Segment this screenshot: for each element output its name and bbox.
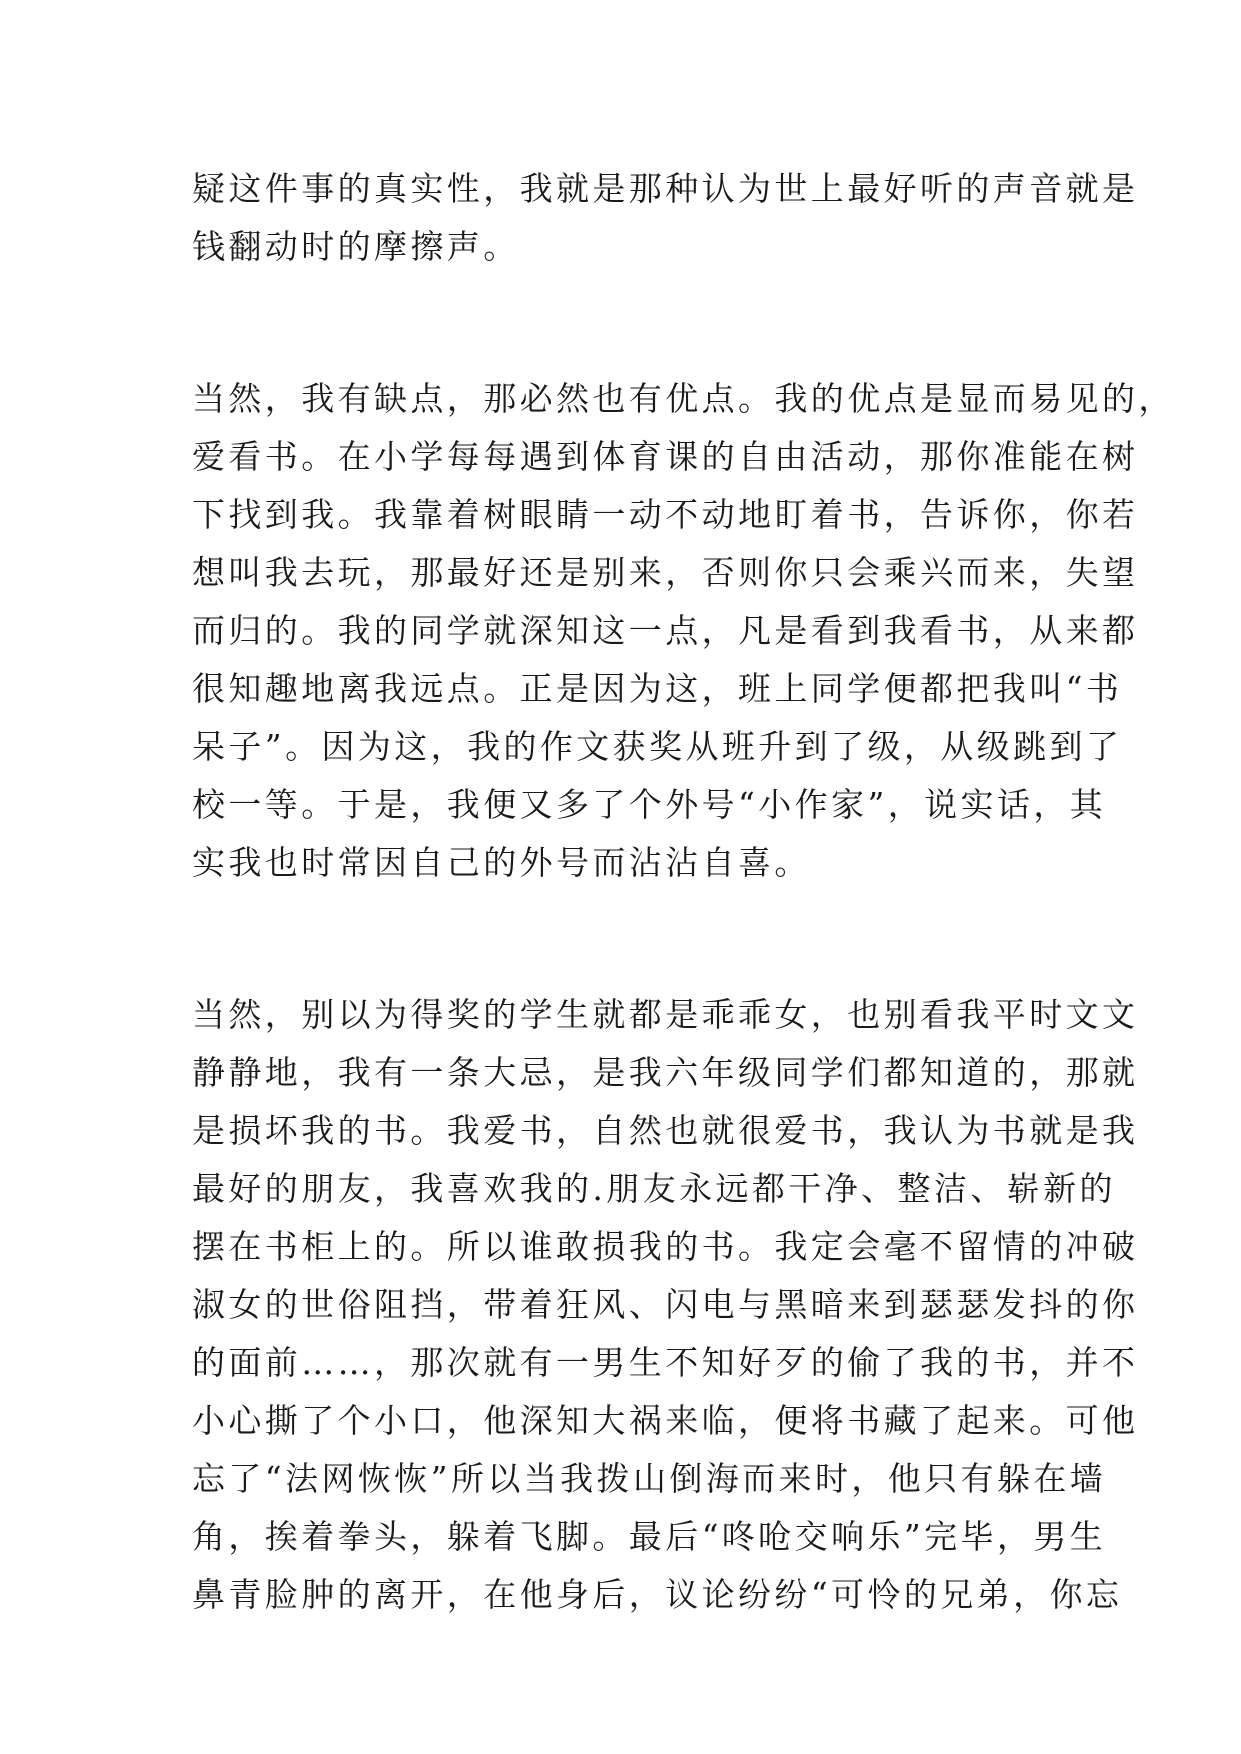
text-line: 下找到我。我靠着树眼睛一动不动地盯着书，告诉你，你若 xyxy=(192,495,1139,534)
text-line: 忘了“法网恢恢”所以当我拨山倒海而来时，他只有躲在墙 xyxy=(192,1459,1107,1498)
paragraph-2 xyxy=(192,370,1175,892)
article-body xyxy=(192,160,1175,1624)
text-line: 呆子”。因为这，我的作文获奖从班升到了级，从级跳到了 xyxy=(192,727,1123,766)
text-line: 当然，别以为得奖的学生就都是乖乖女，也别看我平时文文 xyxy=(192,995,1139,1034)
text-line: 是损坏我的书。我爱书，自然也就很爱书，我认为书就是我 xyxy=(192,1111,1139,1150)
text-line: 钱翻动时的摩擦声。 xyxy=(192,227,520,266)
text-line: 当然，我有缺点，那必然也有优点。我的优点是显而易见的， xyxy=(192,379,1175,418)
text-line: 实我也时常因自己的外号而沾沾自喜。 xyxy=(192,843,811,882)
text-line: 的面前……，那次就有一男生不知好歹的偷了我的书，并不 xyxy=(192,1343,1139,1382)
text-line: 疑这件事的真实性，我就是那种认为世上最好听的声音就是 xyxy=(192,169,1139,208)
text-line: 很知趣地离我远点。正是因为这，班上同学便都把我叫“书 xyxy=(192,669,1123,708)
text-line: 淑女的世俗阻挡，带着狂风、闪电与黑暗来到瑟瑟发抖的你 xyxy=(192,1285,1139,1324)
paragraph-3 xyxy=(192,986,1139,1624)
text-line: 爱看书。在小学每每遇到体育课的自由活动，那你准能在树 xyxy=(192,437,1139,476)
text-line: 摆在书柜上的。所以谁敢损我的书。我定会毫不留情的冲破 xyxy=(192,1227,1139,1266)
paragraph-1 xyxy=(192,160,1139,276)
text-line: 角，挨着拳头，躲着飞脚。最后“咚呛交响乐”完毕，男生 xyxy=(192,1517,1107,1556)
text-line: 而归的。我的同学就深知这一点，凡是看到我看书，从来都 xyxy=(192,611,1139,650)
text-line: 最好的朋友，我喜欢我的.朋友永远都干净、整洁、崭新的 xyxy=(192,1169,1116,1208)
paragraph-spacer xyxy=(192,276,1060,370)
text-line: 鼻青脸肿的离开，在他身后，议论纷纷“可怜的兄弟，你忘 xyxy=(192,1575,1123,1614)
text-line: 静静地，我有一条大忌，是我六年级同学们都知道的，那就 xyxy=(192,1053,1139,1092)
text-line: 校一等。于是，我便又多了个外号“小作家”，说实话，其 xyxy=(192,785,1107,824)
paragraph-spacer xyxy=(192,892,1060,986)
text-line: 想叫我去玩，那最好还是别来，否则你只会乘兴而来，失望 xyxy=(192,553,1139,592)
text-line: 小心撕了个小口，他深知大祸来临，便将书藏了起来。可他 xyxy=(192,1401,1139,1440)
